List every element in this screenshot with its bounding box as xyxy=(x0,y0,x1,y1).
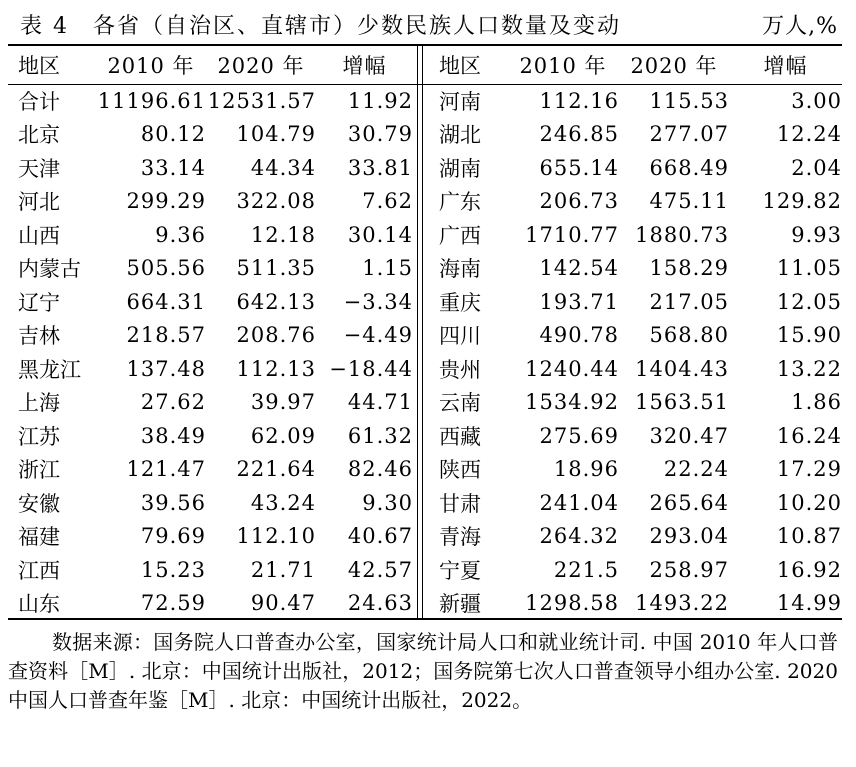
value-2010-cell: 80.12 xyxy=(140,122,206,147)
value-2010-cell: 1534.92 xyxy=(525,390,619,415)
value-2020-cell: 322.08 xyxy=(236,189,316,214)
growth-cell: 13.22 xyxy=(776,356,842,381)
table-row xyxy=(8,352,413,386)
region-cell: 安徽 xyxy=(18,491,60,516)
value-2020-cell: 642.13 xyxy=(236,289,316,314)
value-2020-cell: 208.76 xyxy=(236,323,316,348)
value-2010-cell: 246.85 xyxy=(539,122,619,147)
growth-cell: 12.05 xyxy=(776,289,842,314)
value-2010-cell: 11196.61 xyxy=(97,88,206,113)
header-growth: 增幅 xyxy=(342,54,387,78)
growth-cell: 82.46 xyxy=(347,457,413,482)
value-2010-cell: 27.62 xyxy=(140,390,206,415)
right-table-body xyxy=(429,84,842,620)
value-2010-cell: 142.54 xyxy=(539,256,619,281)
value-2010-cell: 38.49 xyxy=(140,423,206,448)
table-row xyxy=(8,453,413,487)
growth-cell: 9.30 xyxy=(362,490,413,515)
growth-cell: 10.20 xyxy=(776,490,842,515)
header-2020: 2020 年 xyxy=(630,54,718,78)
region-cell: 浙江 xyxy=(18,458,60,483)
region-cell: 西藏 xyxy=(439,424,481,449)
value-2010-cell: 1298.58 xyxy=(525,591,619,616)
double-column-divider xyxy=(417,46,423,618)
table-row xyxy=(8,84,413,118)
table-row xyxy=(429,84,842,118)
value-2020-cell: 217.05 xyxy=(649,289,729,314)
region-cell: 山东 xyxy=(18,592,60,617)
region-cell: 辽宁 xyxy=(18,290,60,315)
growth-cell: 42.57 xyxy=(347,557,413,582)
region-cell: 北京 xyxy=(18,123,60,148)
value-2010-cell: 664.31 xyxy=(126,289,206,314)
value-2020-cell: 21.71 xyxy=(250,557,316,582)
value-2010-cell: 72.59 xyxy=(140,591,206,616)
region-cell: 福建 xyxy=(18,525,60,550)
growth-cell: 61.32 xyxy=(347,423,413,448)
title-row xyxy=(20,8,838,40)
value-2010-cell: 79.69 xyxy=(140,524,206,549)
table-row xyxy=(8,319,413,353)
value-2020-cell: 112.13 xyxy=(236,356,316,381)
table-row xyxy=(8,553,413,587)
region-cell: 贵州 xyxy=(439,357,481,382)
table-row xyxy=(429,285,842,319)
region-cell: 山西 xyxy=(18,223,60,248)
region-cell: 江西 xyxy=(18,558,60,583)
value-2010-cell: 137.48 xyxy=(126,356,206,381)
table-row xyxy=(429,352,842,386)
value-2010-cell: 275.69 xyxy=(539,423,619,448)
table-row xyxy=(8,218,413,252)
value-2020-cell: 90.47 xyxy=(250,591,316,616)
table-title: 表 4 各省（自治区、直辖市）少数民族人口数量及变动 xyxy=(20,13,621,39)
region-cell: 内蒙古 xyxy=(18,257,81,282)
value-2020-cell: 12531.57 xyxy=(207,88,316,113)
region-cell: 江苏 xyxy=(18,424,60,449)
region-cell: 黑龙江 xyxy=(18,357,81,382)
table-row xyxy=(429,319,842,353)
value-2010-cell: 299.29 xyxy=(126,189,206,214)
region-cell: 上海 xyxy=(18,391,60,416)
growth-cell: −3.34 xyxy=(343,289,413,314)
table-row xyxy=(429,453,842,487)
value-2020-cell: 104.79 xyxy=(236,122,316,147)
growth-cell: 16.92 xyxy=(776,557,842,582)
region-cell: 广西 xyxy=(439,223,481,248)
table-row xyxy=(429,587,842,621)
left-table-body xyxy=(8,84,413,620)
table-row xyxy=(8,587,413,621)
value-2020-cell: 1880.73 xyxy=(635,222,729,247)
growth-cell: 12.24 xyxy=(776,122,842,147)
growth-cell: 1.15 xyxy=(362,256,413,281)
growth-cell: 10.87 xyxy=(776,524,842,549)
region-cell: 湖北 xyxy=(439,123,481,148)
value-2010-cell: 15.23 xyxy=(140,557,206,582)
region-cell: 云南 xyxy=(439,391,481,416)
value-2020-cell: 221.64 xyxy=(236,457,316,482)
table-row xyxy=(8,419,413,453)
value-2020-cell: 115.53 xyxy=(649,88,729,113)
growth-cell: 11.05 xyxy=(776,256,842,281)
table-row xyxy=(429,486,842,520)
region-cell: 陕西 xyxy=(439,458,481,483)
header-2010: 2010 年 xyxy=(519,54,607,78)
growth-cell: 17.29 xyxy=(776,457,842,482)
table-row xyxy=(8,386,413,420)
table-row xyxy=(429,419,842,453)
region-cell: 河南 xyxy=(439,89,481,114)
value-2020-cell: 62.09 xyxy=(250,423,316,448)
table-row xyxy=(429,151,842,185)
value-2020-cell: 265.64 xyxy=(649,490,729,515)
header-region: 地区 xyxy=(18,54,60,78)
header-growth: 增幅 xyxy=(763,54,808,78)
value-2020-cell: 320.47 xyxy=(649,423,729,448)
growth-cell: −4.49 xyxy=(343,323,413,348)
table-row xyxy=(8,285,413,319)
growth-cell: 2.04 xyxy=(791,155,842,180)
value-2010-cell: 264.32 xyxy=(539,524,619,549)
value-2010-cell: 9.36 xyxy=(155,222,206,247)
table-row xyxy=(429,118,842,152)
region-cell: 青海 xyxy=(439,525,481,550)
value-2020-cell: 277.07 xyxy=(649,122,729,147)
region-cell: 吉林 xyxy=(18,324,60,349)
value-2020-cell: 1563.51 xyxy=(635,390,729,415)
value-2020-cell: 293.04 xyxy=(649,524,729,549)
value-2010-cell: 121.47 xyxy=(126,457,206,482)
growth-cell: 9.93 xyxy=(791,222,842,247)
value-2020-cell: 511.35 xyxy=(236,256,316,281)
growth-cell: 14.99 xyxy=(776,591,842,616)
region-cell: 广东 xyxy=(439,190,481,215)
value-2020-cell: 475.11 xyxy=(649,189,729,214)
header-region: 地区 xyxy=(439,54,481,78)
growth-cell: 7.62 xyxy=(362,189,413,214)
growth-cell: 11.92 xyxy=(347,88,413,113)
value-2010-cell: 1240.44 xyxy=(525,356,619,381)
region-cell: 甘肃 xyxy=(439,491,481,516)
table-row xyxy=(429,218,842,252)
value-2010-cell: 505.56 xyxy=(126,256,206,281)
growth-cell: 15.90 xyxy=(776,323,842,348)
value-2010-cell: 18.96 xyxy=(553,457,619,482)
growth-cell: 129.82 xyxy=(762,189,842,214)
right-data-table xyxy=(429,46,842,620)
value-2010-cell: 655.14 xyxy=(539,155,619,180)
table-row xyxy=(8,118,413,152)
region-cell: 新疆 xyxy=(439,592,481,617)
table-row xyxy=(429,185,842,219)
region-cell: 合计 xyxy=(18,89,60,114)
region-cell: 宁夏 xyxy=(439,558,481,583)
value-2020-cell: 158.29 xyxy=(649,256,729,281)
growth-cell: 40.67 xyxy=(347,524,413,549)
value-2010-cell: 218.57 xyxy=(126,323,206,348)
region-cell: 重庆 xyxy=(439,290,481,315)
value-2020-cell: 12.18 xyxy=(250,222,316,247)
growth-cell: 1.86 xyxy=(791,390,842,415)
region-cell: 海南 xyxy=(439,257,481,282)
value-2020-cell: 568.80 xyxy=(649,323,729,348)
value-2020-cell: 44.34 xyxy=(250,155,316,180)
region-cell: 河北 xyxy=(18,190,60,215)
value-2020-cell: 22.24 xyxy=(663,457,729,482)
growth-cell: 3.00 xyxy=(791,88,842,113)
value-2010-cell: 39.56 xyxy=(140,490,206,515)
table-row xyxy=(429,520,842,554)
value-2010-cell: 33.14 xyxy=(140,155,206,180)
table-row xyxy=(8,520,413,554)
table-row xyxy=(429,386,842,420)
table-row xyxy=(429,553,842,587)
value-2010-cell: 490.78 xyxy=(539,323,619,348)
growth-cell: 16.24 xyxy=(776,423,842,448)
value-2010-cell: 206.73 xyxy=(539,189,619,214)
value-2020-cell: 39.97 xyxy=(250,390,316,415)
header-2010: 2010 年 xyxy=(107,54,195,78)
region-cell: 湖南 xyxy=(439,156,481,181)
value-2020-cell: 1404.43 xyxy=(635,356,729,381)
growth-cell: 30.79 xyxy=(347,122,413,147)
growth-cell: −18.44 xyxy=(329,356,413,381)
growth-cell: 44.71 xyxy=(347,390,413,415)
table-row xyxy=(8,185,413,219)
header-2020: 2020 年 xyxy=(217,54,305,78)
value-2020-cell: 258.97 xyxy=(649,557,729,582)
value-2010-cell: 193.71 xyxy=(539,289,619,314)
source-note: 数据来源：国务院人口普查办公室，国家统计局人口和就业统计司. 中国 2010 年人口普查资料［M］. 北京：中国统计出版社，2012；国务院第七次人口普查领导小组办公室. 2020 中国人口普查年鉴［M］. 北京：中国统计出版社，2022。 xyxy=(8,630,838,712)
table-row xyxy=(8,486,413,520)
growth-cell: 24.63 xyxy=(347,591,413,616)
value-2020-cell: 43.24 xyxy=(250,490,316,515)
growth-cell: 33.81 xyxy=(347,155,413,180)
table-header-row xyxy=(8,46,413,84)
table-row xyxy=(8,252,413,286)
value-2020-cell: 668.49 xyxy=(649,155,729,180)
value-2020-cell: 112.10 xyxy=(236,524,316,549)
growth-cell: 30.14 xyxy=(347,222,413,247)
value-2020-cell: 1493.22 xyxy=(635,591,729,616)
table-row xyxy=(8,151,413,185)
value-2010-cell: 221.5 xyxy=(553,557,619,582)
region-cell: 天津 xyxy=(18,156,60,181)
left-data-table xyxy=(8,46,413,620)
table-header-row xyxy=(429,46,842,84)
region-cell: 四川 xyxy=(439,324,481,349)
value-2010-cell: 112.16 xyxy=(539,88,619,113)
table-unit: 万人,% xyxy=(762,13,838,39)
table-row xyxy=(429,252,842,286)
value-2010-cell: 241.04 xyxy=(539,490,619,515)
value-2010-cell: 1710.77 xyxy=(525,222,619,247)
